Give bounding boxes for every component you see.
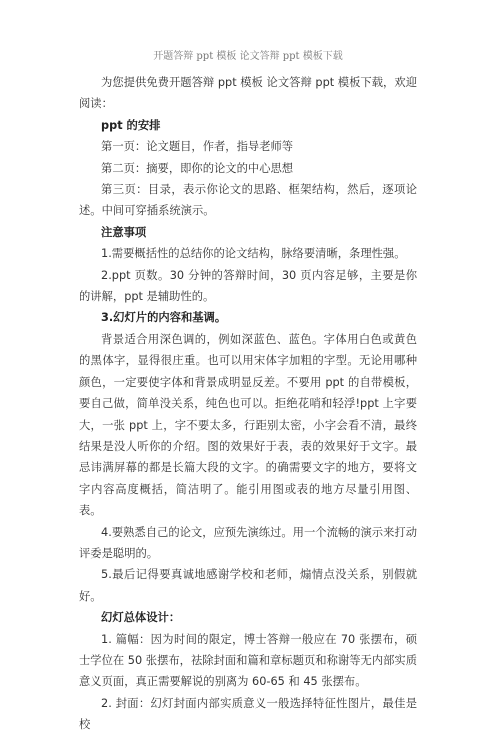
note-1: 1.需要概括性的总结你的论文结构，脉络要清晰，条理性强。: [101, 247, 406, 261]
page2-item: 第二页：摘要，即你的论文的中心思想: [101, 161, 294, 175]
document-body: [79, 72, 417, 736]
arrangement-heading: ppt 的安排: [101, 118, 161, 132]
design-item-2: 2. 封面：幻灯封面内部实质意义一般选择特征性图片，最佳是校: [79, 696, 417, 732]
intro-paragraph: 为您提供免费开题答辩 ppt 模板 论文答辩 ppt 模板下载，欢迎阅读：: [79, 76, 417, 111]
page-header: 开题答辩 ppt 模板 论文答辩 ppt 模板下载: [153, 51, 343, 62]
page1-item: 第一页：论文题目，作者，指导老师等: [101, 140, 294, 154]
page3-item: 第三页：目录，表示你论文的思路、框架结构，然后，逐项论述。中间可穿插系统演示。: [79, 183, 417, 218]
note-3-body: 背景适合用深色调的，例如深蓝色、蓝色。字体用白色或黄色的黑体字，显得很庄重。也可以用宋体字加粗的字型。无论用哪种颜色，一定要使字体和背景成明显反差。不要用 ppt 的自带模板，要自己做，简单没关系，纯色也可以。拒绝花哨和轻浮!ppt 上字要大，一张 ppt 上，字不要太多，行距别太密，小字会看不清，最终结果是没人听你的介绍。图的效果好于表，表的效果好于文字。最忌讳满屏幕的都是长篇大段的文字。的确需要文字的地方，要将文字内容高度概括，简洁明了。能引用图或表的地方尽量引用图、表。: [79, 332, 417, 518]
design-item-1: 1. 篇幅：因为时间的限定，博士答辩一般应在 70 张摆布，硕士学位在 50 张摆布，祛除封面和篇和章标题页和称谢等无内部实质意义页面，真正需要解说的别离为 60-65 和 45 张摆布。: [79, 632, 417, 689]
note-2: 2.ppt 页数。30 分钟的答辩时间，30 页内容足够，主要是你的讲解，ppt 是辅助性的。: [79, 268, 417, 304]
note-3-heading: 3.幻灯片的内容和基调。: [101, 311, 227, 325]
design-heading: 幻灯总体设计：: [101, 611, 181, 625]
note-5: 5.最后记得要真诚地感谢学校和老师，煽情点没关系，别假就好。: [79, 568, 417, 603]
notes-heading: 注意事项: [101, 225, 147, 239]
note-4: 4.要熟悉自己的论文，应预先演练过。用一个流畅的演示来打动评委是聪明的。: [79, 525, 417, 560]
